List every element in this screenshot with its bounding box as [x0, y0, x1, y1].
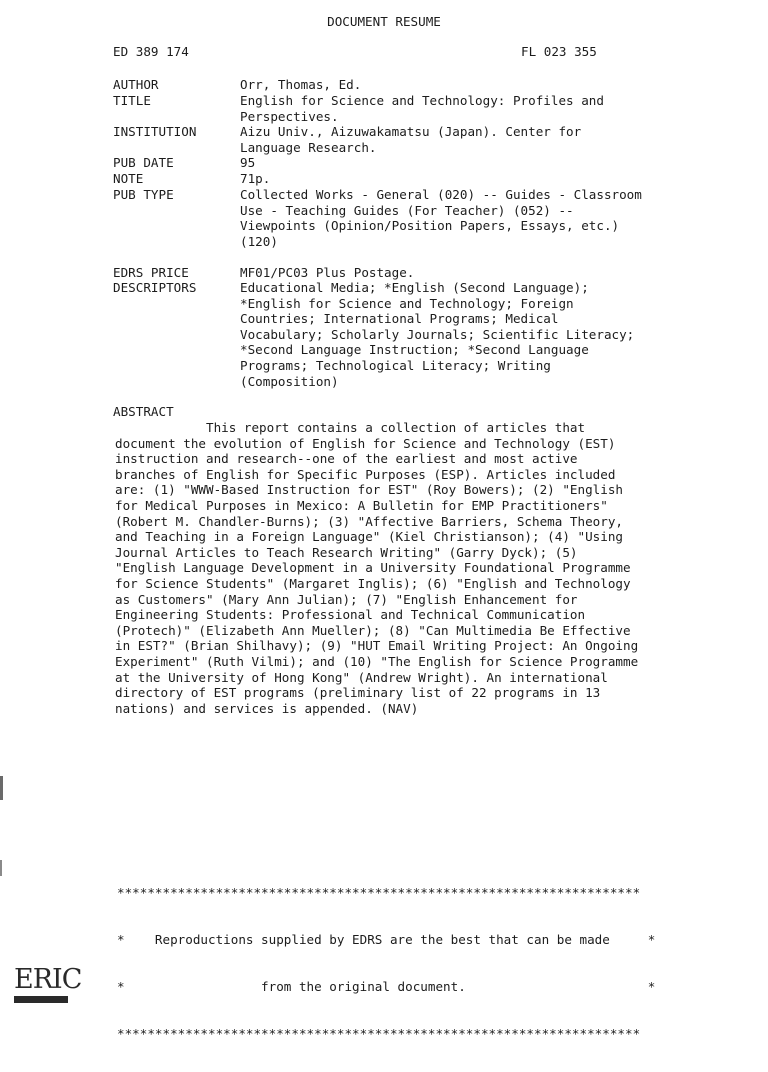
star-border-bottom: ********************************************************************* [117, 1025, 641, 1041]
eric-logo-bar [14, 996, 68, 1003]
star-border-top: ********************************************************************* [117, 885, 641, 901]
institution-label: INSTITUTION [113, 124, 197, 139]
eric-logo-text: ERIC [14, 964, 82, 995]
pub-date-value: 95 [240, 155, 256, 170]
fl-number: FL 023 355 [521, 44, 597, 59]
title-value: English for Science and Technology: Profiles and Perspectives. [240, 93, 604, 124]
author-value: Orr, Thomas, Ed. [240, 77, 362, 92]
edrs-price-label: EDRS PRICE [113, 265, 189, 280]
scan-edge-mark [0, 776, 3, 800]
pub-type-label: PUB TYPE [113, 187, 174, 202]
title-label: TITLE [113, 93, 151, 108]
document-title: DOCUMENT RESUME [327, 14, 441, 29]
eric-logo [12, 962, 82, 1006]
pub-type-value: Collected Works - General (020) -- Guides - Classroom Use - Teaching Guides (For Teacher) (052) -- Viewpoints (Opinion/Position Papers, Essays, etc.) (120) [240, 187, 642, 249]
scan-edge-mark [0, 860, 2, 876]
abstract-label: ABSTRACT [113, 404, 174, 419]
descriptors-label: DESCRIPTORS [113, 280, 197, 295]
abstract-body: This report contains a collection of articles that document the evolution of English for Science and Technology (EST) instruction and research--one of the earliest and most active branches of English for Specific Purposes (ESP). Articles included are: (1) "WWW-Based Instruction for EST" (Roy Bowers); (2) "English for Medical Purposes in Mexico: A Bulletin for EMP Practitioners" (Robert M. Chandler-Burns); (3) "Affective Barriers, Schema Theory, and Teaching in a Foreign Language" (Kiel Christianson); (4) "Using Journal Articles to Teach Research Writing" (Garry Dyck); (5) "English Language Development in a University Foundational Programme for Science Students" (Margaret Inglis); (6) "English and Technology as Customers" (Mary Ann Julian); (7) "English Enhancement for Engineering Students: Professional and Technical Communication (Protech)" (Elizabeth Ann Mueller); (8) "Can Multimedia Be Effective in EST?" (Brian Shilhavy); (9) "HUT Email Writing Project: An Ongoing Experiment" (Ruth Vilmi); and (10) "The English for Science Programme at the University of Hong Kong" (Andrew Wright). An international directory of EST programs (preliminary list of 22 programs in 13 nations) and services is appended. (NAV) [115, 420, 639, 716]
descriptors-value: Educational Media; *English (Second Language); *English for Science and Technology; Foreign Countries; International Programs; Medical Vocabulary; Scholarly Journals; Scientific Literacy; *Second Language Instruction; *Second Language Programs; Technological Literacy; Writing (Composition) [240, 280, 635, 389]
author-label: AUTHOR [113, 77, 159, 92]
institution-value: Aizu Univ., Aizuwakamatsu (Japan). Center for Language Research. [240, 124, 582, 155]
reproduction-line-1: * Reproductions supplied by EDRS are the best that can be made * [117, 931, 656, 947]
reproduction-line-2: * from the original document. * [117, 978, 656, 994]
note-value: 71p. [240, 171, 271, 186]
pub-date-label: PUB DATE [113, 155, 174, 170]
ed-number: ED 389 174 [113, 44, 189, 59]
note-label: NOTE [113, 171, 144, 186]
reproduction-notice [117, 854, 677, 1072]
edrs-price-value: MF01/PC03 Plus Postage. [240, 265, 415, 280]
